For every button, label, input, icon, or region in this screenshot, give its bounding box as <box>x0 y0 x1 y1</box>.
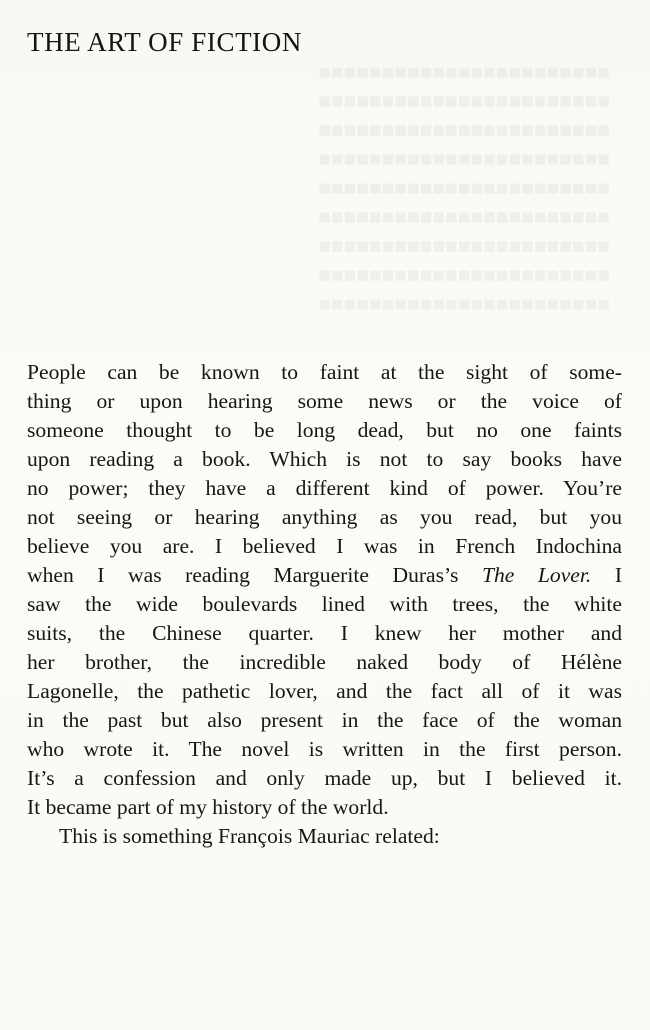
body-text <box>27 358 622 851</box>
text-line: saw the wide boulevards lined with trees, the white <box>27 592 622 616</box>
text-line-segment: when I was reading Marguerite Duras’s <box>27 563 482 587</box>
text-line: in the past but also present in the face of the woman <box>27 708 622 732</box>
running-head-title: THE ART OF FICTION <box>27 27 302 57</box>
text-line: no power; they have a different kind of power. You’re <box>27 476 622 500</box>
text-line: It’s a confession and only made up, but I believed it. <box>27 766 622 790</box>
text-line: People can be known to faint at the sight of some- <box>27 360 622 384</box>
text-line <box>27 561 622 590</box>
show-through-text: ■■■■■■■■■■■■■■■■■■■■■■■ ■■■■■■■■■■■■■■■■■■■■■■■ ■■■■■■■■■■■■■■■■■■■■■■■ ■■■■■■■■■■■■■■■■■■■■■■■ ■■■■■■■■■■■■■■■■■■■■■■■ ■■■■■■■■■■■■■■■■■■■■■■■ ■■■■■■■■■■■■■■■■■■■■■■■ ■■■■■■■■■■■■■■■■■■■■■■■ ■■■■■■■■■■■■■■■■■■■■■■■ <box>318 60 610 316</box>
text-line: thing or upon hearing some news or the voice of <box>27 389 622 413</box>
text-line: It became part of my history of the world. <box>27 795 389 819</box>
text-line: who wrote it. The novel is written in the first person. <box>27 737 622 761</box>
text-line: upon reading a book. Which is not to say books have <box>27 447 622 471</box>
text-line: This is something François Mauriac related: <box>59 824 440 848</box>
text-line: not seeing or hearing anything as you read, but you <box>27 505 622 529</box>
text-line: her brother, the incredible naked body of Hélène <box>27 650 622 674</box>
text-line: Lagonelle, the pathetic lover, and the fact all of it was <box>27 679 622 703</box>
text-line: believe you are. I believed I was in French Indochina <box>27 534 622 558</box>
text-line: someone thought to be long dead, but no one faints <box>27 418 622 442</box>
book-title-the-lover: The Lover. <box>481 563 592 587</box>
text-line-segment: I <box>591 563 623 587</box>
text-line: suits, the Chinese quarter. I knew her mother and <box>27 621 622 645</box>
